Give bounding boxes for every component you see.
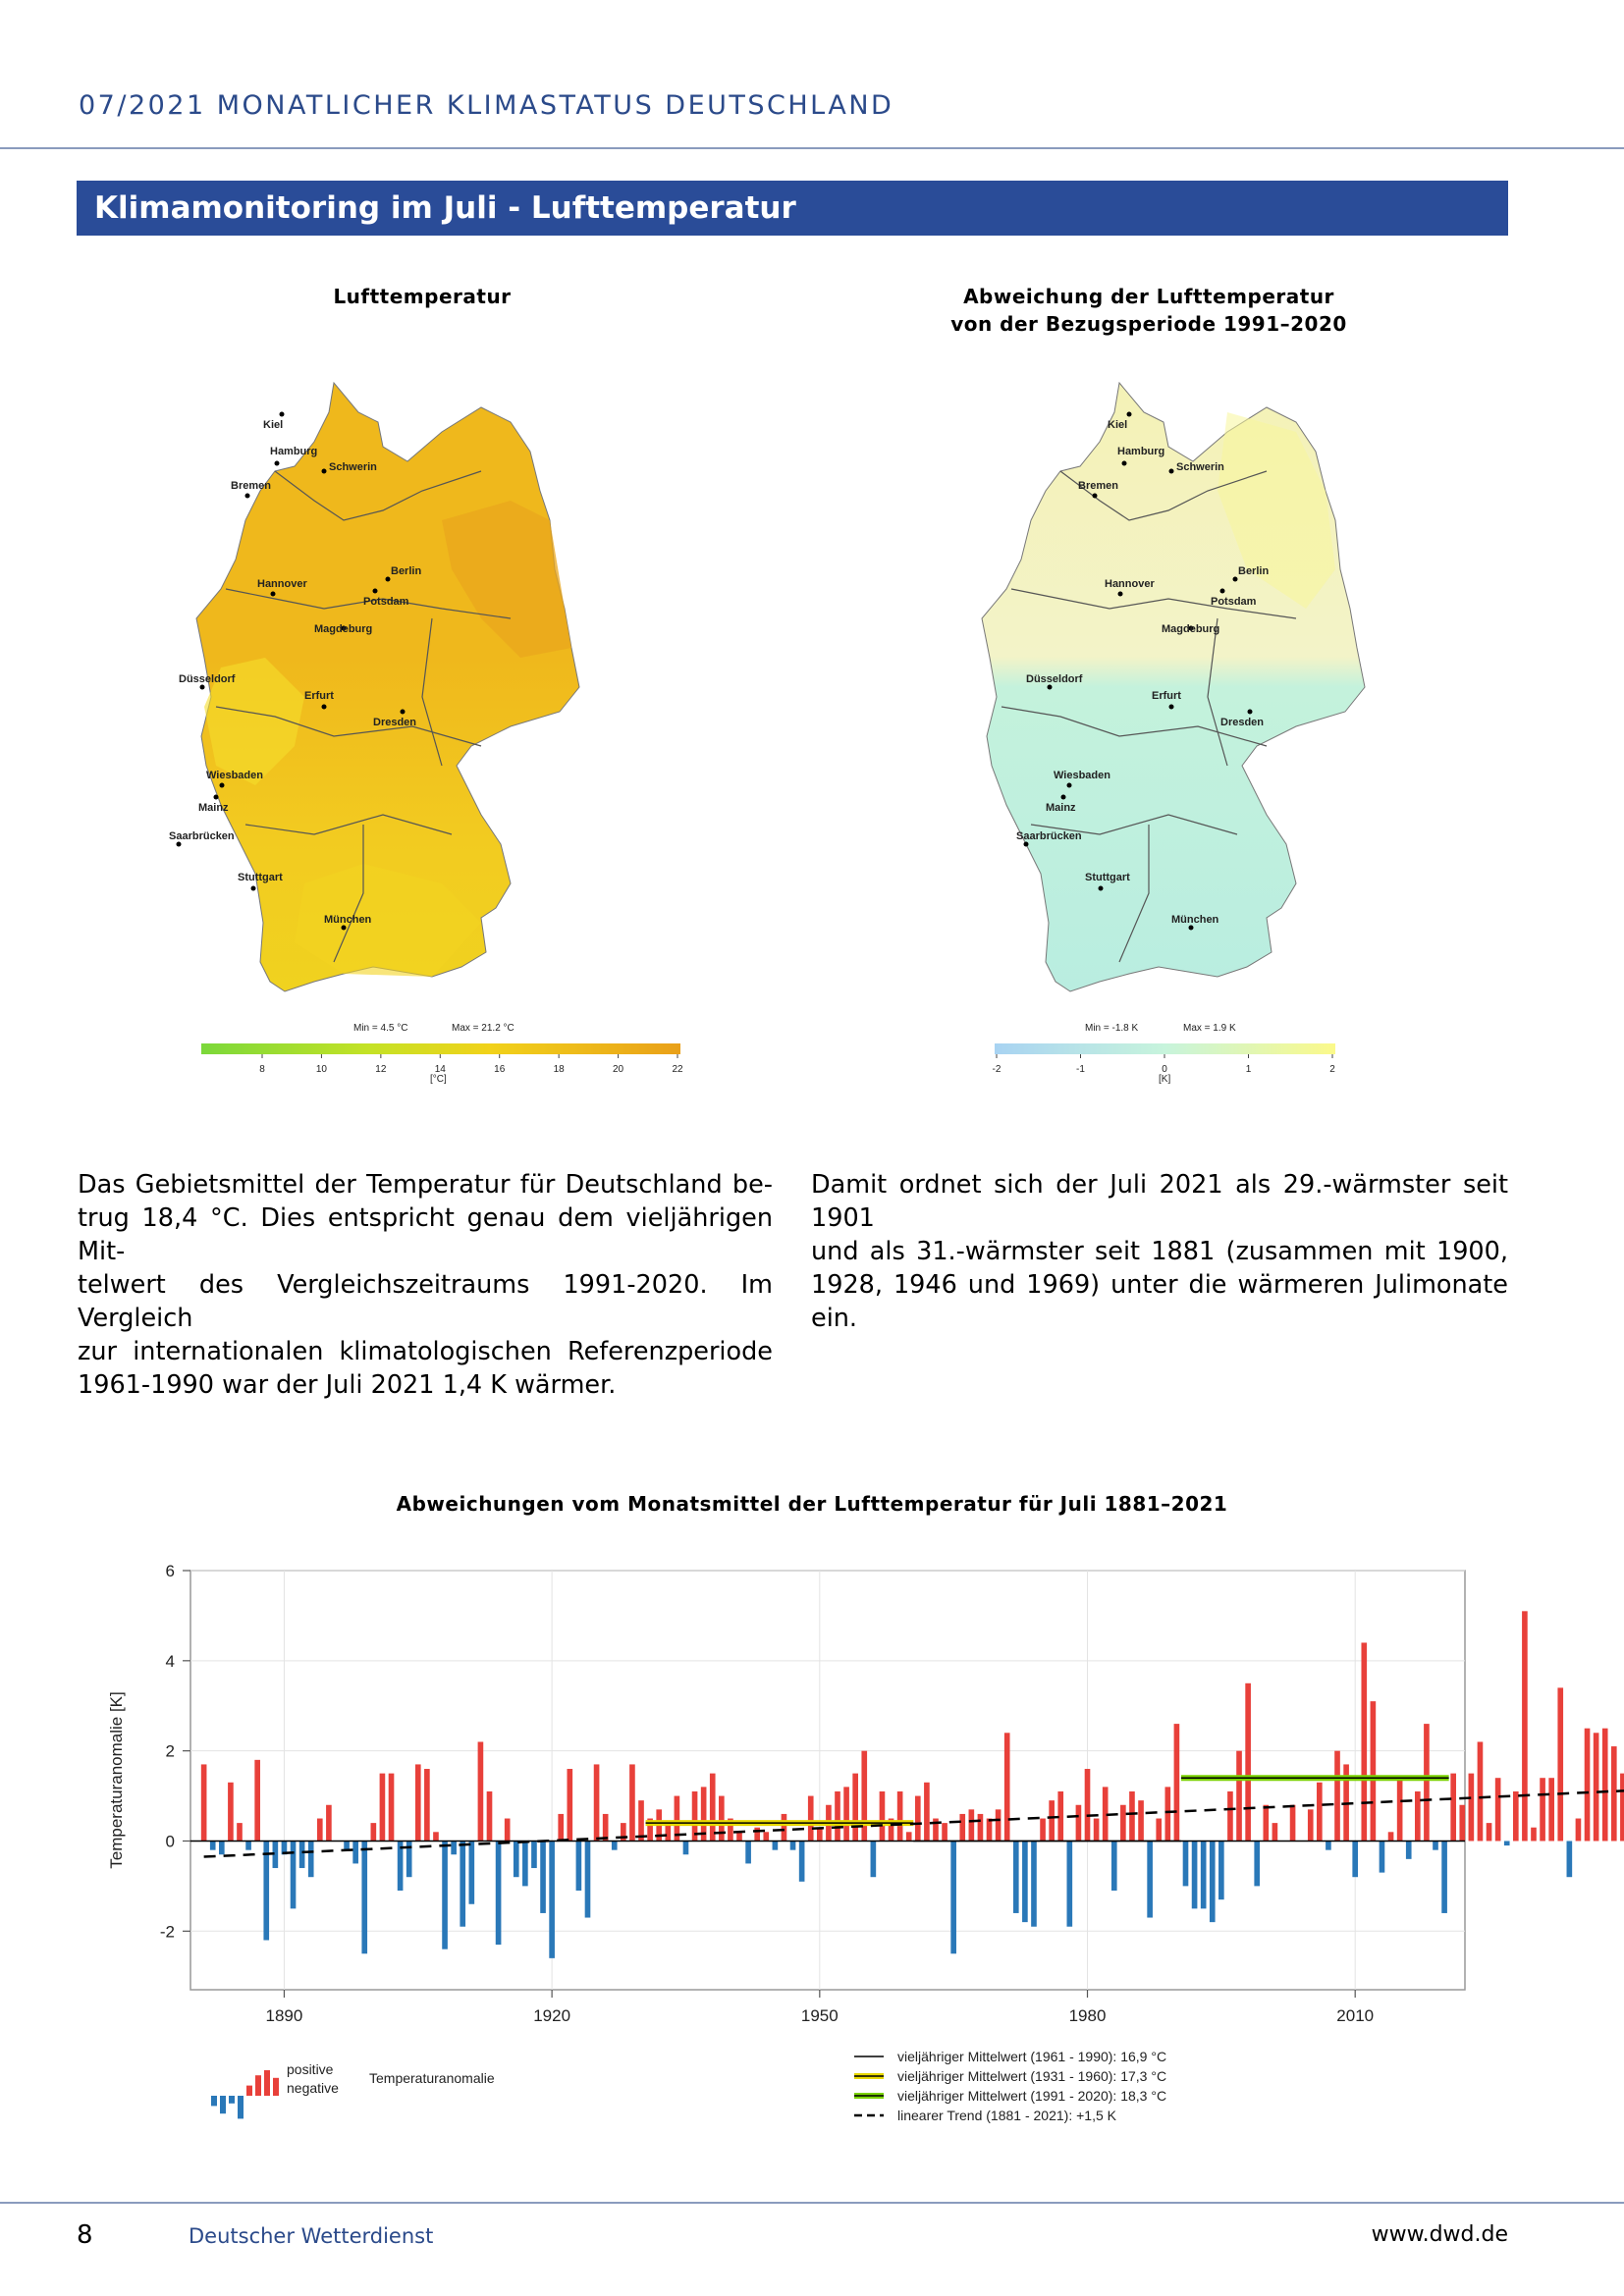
- colorbar-tick-label: 1: [1245, 1064, 1252, 1075]
- anomaly-bar: [585, 1841, 591, 1917]
- anomaly-bar: [773, 1841, 779, 1849]
- y-tick-label: 0: [165, 1832, 175, 1851]
- anomaly-bar: [326, 1805, 332, 1842]
- city-label: Berlin: [1238, 565, 1270, 577]
- chart-title: Abweichungen vom Monatsmittel der Lufttemperatur für Juli 1881–2021: [396, 1492, 1228, 1516]
- city-label: Dresden: [373, 717, 417, 728]
- y-tick-label: 6: [165, 1562, 175, 1580]
- anomaly-bar: [442, 1841, 448, 1949]
- anomaly-bar: [1459, 1805, 1465, 1842]
- anomaly-bar: [1441, 1841, 1447, 1912]
- legend-anomaly-label: Temperaturanomalie: [369, 2070, 495, 2086]
- anomaly-bar: [594, 1764, 600, 1841]
- para-line: trug 18,4 °C. Dies entspricht genau dem vieljährigen Mit-: [78, 1203, 773, 1266]
- anomaly-bar: [1478, 1741, 1484, 1841]
- header-rule: [0, 147, 1624, 149]
- legend-neg-bar: [211, 2096, 217, 2106]
- legend-entry: linearer Trend (1881 - 2021): +1,5 K: [897, 2108, 1116, 2123]
- colorbar: [201, 1043, 680, 1054]
- city-label: Stuttgart: [1085, 872, 1130, 883]
- anomaly-bar: [1129, 1791, 1135, 1842]
- anomaly-bar: [1290, 1805, 1296, 1842]
- anomaly-bar: [460, 1841, 465, 1926]
- anomaly-bar-chart: [0, 1551, 1624, 2123]
- anomaly-bar: [1397, 1778, 1403, 1841]
- anomaly-bar: [1531, 1828, 1537, 1842]
- anomaly-bar: [1540, 1778, 1545, 1841]
- anomaly-bar: [245, 1841, 251, 1849]
- anomaly-bar: [1406, 1841, 1412, 1858]
- anomaly-bar: [228, 1783, 234, 1842]
- anomaly-bar: [1210, 1841, 1216, 1922]
- anomaly-bar: [1236, 1751, 1242, 1842]
- anomaly-bar: [1254, 1841, 1260, 1886]
- colorbar-tick-label: 22: [672, 1064, 683, 1075]
- anomaly-bar: [808, 1796, 814, 1842]
- legend-entry: vieljähriger Mittelwert (1931 - 1960): 17,3 °C: [897, 2068, 1167, 2084]
- y-tick-label: 2: [165, 1741, 175, 1761]
- anomaly-bar: [1272, 1823, 1278, 1841]
- city-label: Mainz: [198, 802, 229, 814]
- city-label: Düsseldorf: [1026, 673, 1083, 685]
- anomaly-bar: [1147, 1841, 1153, 1917]
- anomaly-bar: [1218, 1841, 1224, 1899]
- anomaly-bar: [683, 1841, 689, 1854]
- anomaly-bar: [1469, 1774, 1475, 1842]
- anomaly-bar: [1076, 1805, 1082, 1842]
- city-label: Potsdam: [1211, 596, 1257, 608]
- map-right-title-line1: Abweichung der Lufttemperatur: [963, 285, 1334, 308]
- anomaly-bar: [754, 1828, 760, 1842]
- anomaly-bar: [969, 1809, 975, 1841]
- anomaly-bar: [299, 1841, 305, 1868]
- colorbar-unit: [K]: [1159, 1074, 1171, 1085]
- anomaly-bar: [906, 1832, 912, 1841]
- map-left-title: [275, 283, 569, 310]
- city-label: Magdeburg: [314, 623, 373, 635]
- section-banner: Klimamonitoring im Juli - Lufttemperatur: [77, 181, 1508, 236]
- anomaly-bar: [1040, 1819, 1046, 1842]
- paragraph-left: [78, 1168, 773, 1402]
- anomaly-bar: [1031, 1841, 1037, 1926]
- anomaly-bar: [219, 1841, 225, 1854]
- anomaly-bar: [1111, 1841, 1117, 1891]
- city-label: Bremen: [231, 480, 271, 492]
- map-right-title-line2: von der Bezugsperiode 1991–2020: [950, 312, 1347, 336]
- anomaly-bar: [817, 1828, 823, 1842]
- anomaly-bar: [710, 1774, 716, 1842]
- anomaly-bar: [433, 1832, 439, 1841]
- anomaly-bar: [1487, 1823, 1492, 1841]
- anomaly-bar: [558, 1814, 564, 1842]
- anomaly-bar: [852, 1774, 858, 1842]
- city-label: München: [324, 914, 372, 926]
- anomaly-bar: [522, 1841, 528, 1886]
- colorbar-tick-label: 14: [434, 1064, 446, 1075]
- anomaly-bar: [1138, 1800, 1144, 1841]
- colorbar-tick-label: 20: [613, 1064, 624, 1075]
- anomaly-bar: [201, 1764, 207, 1841]
- anomaly-bar: [612, 1841, 618, 1849]
- anomaly-bar: [987, 1819, 993, 1842]
- anomaly-bar: [1174, 1724, 1180, 1841]
- anomaly-bar: [1620, 1774, 1624, 1842]
- x-tick-label: 1920: [533, 2006, 571, 2025]
- y-tick-label: 4: [165, 1651, 175, 1671]
- anomaly-bar: [1557, 1687, 1563, 1841]
- anomaly-bar: [1548, 1778, 1554, 1841]
- page-number: 8: [77, 2220, 93, 2250]
- footer-url[interactable]: www.dwd.de: [1371, 2222, 1508, 2247]
- footer-organization: Deutscher Wetterdienst: [189, 2224, 434, 2248]
- anomaly-bar: [1022, 1841, 1028, 1922]
- para-line: zur internationalen klimatologischen Referenzperiode: [78, 1337, 773, 1366]
- colorbar-tick-label: 18: [553, 1064, 565, 1075]
- anomaly-bar: [531, 1841, 537, 1868]
- anomaly-bar: [1352, 1841, 1358, 1877]
- anomaly-bar: [1433, 1841, 1438, 1849]
- anomaly-bar: [1013, 1841, 1019, 1912]
- map-left-min: Min = 4.5 °C: [353, 1023, 408, 1034]
- city-label: Saarbrücken: [1016, 830, 1082, 842]
- anomaly-bar: [843, 1787, 849, 1841]
- anomaly-bar: [1415, 1791, 1421, 1842]
- city-label: Schwerin: [1176, 461, 1224, 473]
- city-label: Hamburg: [1117, 446, 1165, 457]
- anomaly-bar: [389, 1774, 395, 1842]
- anomaly-bar: [576, 1841, 582, 1891]
- colorbar-tick-label: -1: [1076, 1064, 1085, 1075]
- anomaly-bar: [763, 1832, 769, 1841]
- anomaly-bar: [1245, 1683, 1251, 1842]
- y-tick-label: -2: [159, 1922, 175, 1942]
- anomaly-bar: [344, 1841, 350, 1849]
- anomaly-bar: [1594, 1733, 1599, 1841]
- anomaly-bar: [496, 1841, 502, 1945]
- city-label: Magdeburg: [1162, 623, 1220, 635]
- anomaly-bar: [478, 1741, 484, 1841]
- anomaly-bar: [1585, 1729, 1591, 1842]
- anomaly-bar: [540, 1841, 546, 1912]
- map-left-max: Max = 21.2 °C: [452, 1023, 514, 1034]
- anomaly-bar: [1576, 1819, 1582, 1842]
- anomaly-bar: [1326, 1841, 1331, 1849]
- anomaly-bar: [567, 1769, 572, 1841]
- anomaly-bar: [880, 1791, 886, 1842]
- anomaly-bar: [897, 1791, 903, 1842]
- anomaly-bar: [1164, 1787, 1170, 1841]
- anomaly-bar: [719, 1796, 725, 1842]
- anomaly-bar: [1495, 1778, 1501, 1841]
- report-header: 07/2021 MONATLICHER KLIMASTATUS DEUTSCHLAND: [79, 90, 894, 121]
- temperature-map: [169, 373, 697, 1085]
- para-line: 1961-1990 war der Juli 2021 1,4 K wärmer.: [78, 1370, 617, 1400]
- anomaly-bar: [1067, 1841, 1073, 1926]
- anomaly-bar: [505, 1819, 511, 1842]
- anomaly-bar: [629, 1764, 635, 1841]
- anomaly-bar: [959, 1814, 965, 1842]
- map-right-min: Min = -1.8 K: [1085, 1023, 1139, 1034]
- anomaly-bar: [514, 1841, 519, 1877]
- anomaly-bar: [237, 1823, 243, 1841]
- legend-pos-bar: [246, 2086, 252, 2096]
- anomaly-bar: [1085, 1769, 1091, 1841]
- colorbar-tick-label: 12: [375, 1064, 387, 1075]
- anomaly-bar: [1308, 1809, 1314, 1841]
- city-label: Saarbrücken: [169, 830, 235, 842]
- footer-rule: [0, 2202, 1624, 2204]
- legend-pos-bar: [264, 2070, 270, 2096]
- colorbar-tick-label: 8: [259, 1064, 265, 1075]
- legend-pos-bar: [255, 2075, 261, 2096]
- anomaly-bar: [1183, 1841, 1189, 1886]
- anomaly-bar: [1227, 1791, 1233, 1842]
- city-label: Erfurt: [1152, 690, 1181, 702]
- colorbar-tick-label: 10: [315, 1064, 327, 1075]
- legend-neg-bar: [229, 2096, 235, 2104]
- anomaly-bar: [1522, 1611, 1528, 1841]
- anomaly-bar: [638, 1800, 644, 1841]
- x-tick-label: 2010: [1336, 2006, 1375, 2025]
- anomaly-bar: [1049, 1800, 1055, 1841]
- city-label: München: [1171, 914, 1219, 926]
- anomaly-bar: [1567, 1841, 1573, 1877]
- anomaly-bar: [782, 1814, 787, 1842]
- anomaly-bar: [950, 1841, 956, 1953]
- legend-neg-bar: [220, 2096, 226, 2113]
- legend-pos-bar: [273, 2078, 279, 2096]
- legend-entry: vieljähriger Mittelwert (1991 - 2020): 18,3 °C: [897, 2088, 1167, 2104]
- anomaly-bar: [1602, 1729, 1608, 1842]
- anomaly-bar: [1263, 1805, 1269, 1842]
- anomaly-bar: [1120, 1805, 1126, 1842]
- colorbar-tick-label: 16: [494, 1064, 506, 1075]
- x-tick-label: 1950: [800, 2006, 839, 2025]
- colorbar: [995, 1043, 1335, 1054]
- colorbar-tick-label: -2: [992, 1064, 1001, 1075]
- anomaly-bar: [745, 1841, 751, 1863]
- city-label: Wiesbaden: [1054, 770, 1110, 781]
- anomaly-bar: [1192, 1841, 1198, 1908]
- legend-entry: vieljähriger Mittelwert (1961 - 1990): 16,9 °C: [897, 2049, 1167, 2064]
- anomaly-bar: [210, 1841, 216, 1849]
- anomaly-bar: [924, 1783, 930, 1842]
- city-label: Berlin: [391, 565, 422, 577]
- anomaly-bar: [1094, 1819, 1100, 1842]
- anomaly-bar: [1317, 1783, 1323, 1842]
- anomaly-bar: [1504, 1841, 1510, 1845]
- anomaly-bar: [1450, 1774, 1456, 1842]
- anomaly-bar: [415, 1764, 421, 1841]
- paragraph-right: [811, 1168, 1508, 1335]
- colorbar-unit: [°C]: [430, 1074, 447, 1085]
- anomaly-bar: [1156, 1819, 1162, 1842]
- city-label: Dresden: [1220, 717, 1265, 728]
- city-label: Schwerin: [329, 461, 377, 473]
- anomaly-bar: [549, 1841, 555, 1957]
- anomaly-bar: [451, 1841, 457, 1854]
- para-line: Das Gebietsmittel der Temperatur für Deutschland be-: [78, 1170, 773, 1200]
- city-label: Bremen: [1078, 480, 1118, 492]
- city-label: Mainz: [1046, 802, 1076, 814]
- city-label: Hannover: [257, 578, 307, 590]
- legend-negative: negative: [287, 2080, 339, 2096]
- map-right-title: [903, 283, 1394, 338]
- anomaly-bar: [371, 1823, 377, 1841]
- para-line: und als 31.-wärmster seit 1881 (zusammen mit 1900,: [811, 1237, 1508, 1266]
- colorbar-tick-label: 2: [1329, 1064, 1335, 1075]
- city-label: Potsdam: [363, 596, 409, 608]
- anomaly-bar: [1371, 1701, 1377, 1841]
- anomaly-bar: [1424, 1724, 1430, 1841]
- anomaly-bar: [1361, 1642, 1367, 1841]
- colorbar-tick-label: 0: [1162, 1064, 1167, 1075]
- anomaly-map: [982, 373, 1375, 1085]
- anomaly-bar: [424, 1769, 430, 1841]
- anomaly-bar: [978, 1814, 984, 1842]
- anomaly-bar: [1380, 1841, 1385, 1872]
- anomaly-bar: [915, 1796, 921, 1842]
- city-label: Hamburg: [270, 446, 318, 457]
- para-line: telwert des Vergleichszeitraums 1991-2020. Im Vergleich: [78, 1270, 773, 1333]
- anomaly-bar: [254, 1760, 260, 1842]
- anomaly-bar: [942, 1823, 947, 1841]
- map-left-title-text: Lufttemperatur: [333, 285, 512, 308]
- anomaly-bar: [1004, 1733, 1010, 1841]
- map-right-max: Max = 1.9 K: [1183, 1023, 1236, 1034]
- para-line: 1928, 1946 und 1969) unter die wärmeren Julimonate ein.: [811, 1270, 1508, 1333]
- anomaly-bar: [263, 1841, 269, 1940]
- city-label: Düsseldorf: [179, 673, 236, 685]
- y-axis-label: Temperaturanomalie [K]: [107, 1691, 126, 1869]
- anomaly-bar: [871, 1841, 877, 1877]
- city-label: Kiel: [263, 419, 284, 431]
- x-tick-label: 1890: [265, 2006, 303, 2025]
- x-tick-label: 1980: [1068, 2006, 1107, 2025]
- anomaly-bar: [487, 1791, 493, 1842]
- anomaly-bar: [469, 1841, 475, 1903]
- anomaly-bar: [1513, 1791, 1519, 1842]
- anomaly-bar: [736, 1832, 742, 1841]
- legend-positive: positive: [287, 2061, 334, 2077]
- anomaly-bar: [380, 1774, 386, 1842]
- anomaly-bar: [291, 1841, 297, 1908]
- anomaly-bar: [1611, 1746, 1617, 1841]
- anomaly-bar: [799, 1841, 805, 1881]
- city-label: Kiel: [1108, 419, 1128, 431]
- anomaly-bar: [996, 1809, 1001, 1841]
- anomaly-bar: [1201, 1841, 1207, 1908]
- anomaly-bar: [1388, 1832, 1394, 1841]
- para-line: Damit ordnet sich der Juli 2021 als 29.-wärmster seit 1901: [811, 1170, 1508, 1233]
- anomaly-bar: [308, 1841, 314, 1877]
- anomaly-bar: [861, 1751, 867, 1842]
- city-label: Erfurt: [304, 690, 334, 702]
- anomaly-bar: [1334, 1751, 1340, 1842]
- city-label: Wiesbaden: [206, 770, 263, 781]
- city-label: Stuttgart: [238, 872, 283, 883]
- legend-neg-bar: [238, 2096, 244, 2118]
- anomaly-bar: [317, 1819, 323, 1842]
- anomaly-bar: [790, 1841, 796, 1849]
- anomaly-bar: [361, 1841, 367, 1953]
- anomaly-bar: [835, 1791, 840, 1842]
- city-label: Hannover: [1105, 578, 1155, 590]
- anomaly-bar: [352, 1841, 358, 1863]
